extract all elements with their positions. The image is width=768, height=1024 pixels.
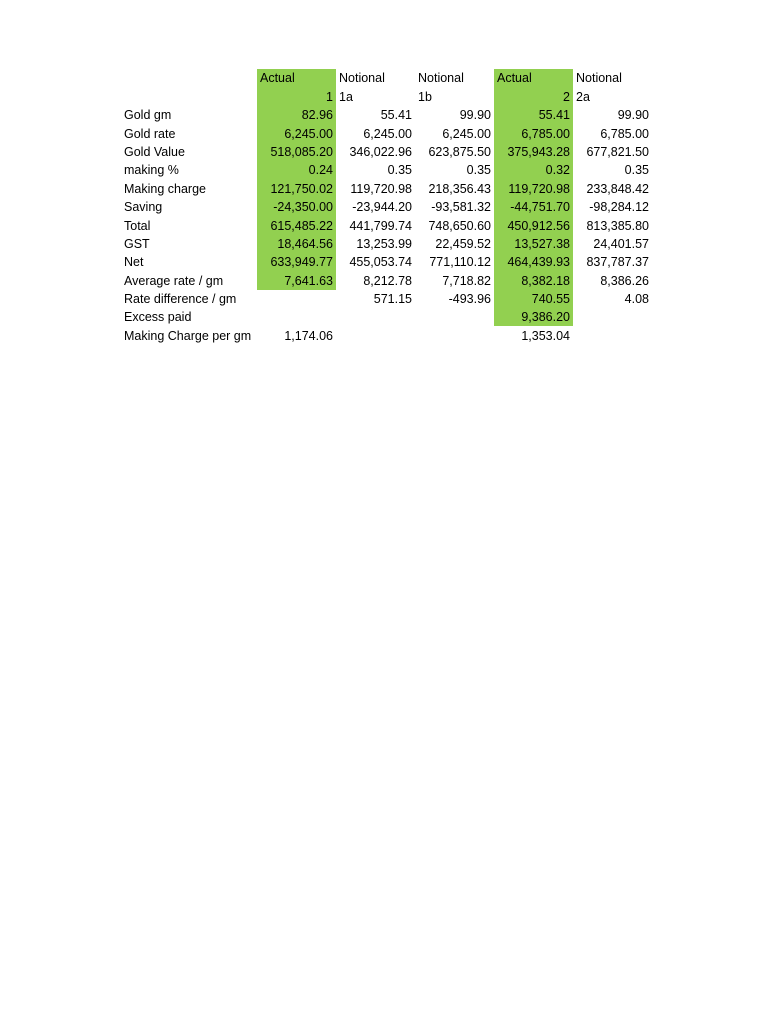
table-row bbox=[121, 179, 652, 197]
value-cell[interactable]: 6,245.00 bbox=[257, 124, 336, 142]
value-cell[interactable]: 0.35 bbox=[624, 163, 649, 178]
row-label[interactable]: Excess paid bbox=[124, 310, 192, 325]
value-cell[interactable]: 0.24 bbox=[257, 161, 336, 179]
value-cell[interactable]: 6,785.00 bbox=[600, 126, 649, 141]
table-row bbox=[121, 106, 652, 124]
value-cell[interactable]: 7,641.63 bbox=[257, 271, 336, 289]
value-cell[interactable]: 571.15 bbox=[373, 292, 412, 307]
value-cell[interactable]: 615,485.22 bbox=[257, 216, 336, 234]
value-cell[interactable]: 99.90 bbox=[617, 108, 649, 123]
value-cell[interactable]: 455,053.74 bbox=[349, 255, 412, 270]
row-label[interactable]: making % bbox=[124, 163, 179, 178]
row-label[interactable]: Total bbox=[124, 218, 151, 233]
value-cell[interactable]: 740.55 bbox=[494, 290, 573, 308]
header-cell[interactable] bbox=[121, 69, 257, 87]
value-cell[interactable]: 450,912.56 bbox=[494, 216, 573, 234]
header-row bbox=[121, 69, 652, 87]
value-cell[interactable]: 8,386.26 bbox=[600, 273, 649, 288]
table-row bbox=[121, 235, 652, 253]
table-row bbox=[121, 326, 652, 344]
row-label[interactable]: Gold Value bbox=[124, 144, 185, 159]
value-cell[interactable]: 771,110.12 bbox=[429, 255, 491, 270]
subheader-cell[interactable] bbox=[121, 87, 257, 105]
subheader-cell-1a[interactable]: 1a bbox=[339, 89, 353, 104]
table-row bbox=[121, 198, 652, 216]
table-row bbox=[121, 124, 652, 142]
value-cell[interactable]: 7,718.82 bbox=[442, 273, 491, 288]
subheader-cell-2a[interactable]: 2a bbox=[576, 89, 590, 104]
value-cell[interactable]: 518,085.20 bbox=[257, 143, 336, 161]
value-cell[interactable]: 119,720.98 bbox=[494, 179, 573, 197]
value-cell[interactable]: -493.96 bbox=[448, 292, 491, 307]
value-cell[interactable]: 0.35 bbox=[466, 163, 491, 178]
header-cell-actual-2[interactable]: Actual bbox=[494, 69, 573, 87]
value-cell[interactable]: 0.35 bbox=[387, 163, 412, 178]
value-cell[interactable]: -93,581.32 bbox=[431, 200, 491, 215]
value-cell[interactable]: 441,799.74 bbox=[349, 218, 412, 233]
value-cell[interactable]: -44,751.70 bbox=[494, 198, 573, 216]
table-row bbox=[121, 290, 652, 308]
value-cell[interactable]: 55.41 bbox=[380, 108, 412, 123]
table-row bbox=[121, 253, 652, 271]
value-cell[interactable]: -24,350.00 bbox=[257, 198, 336, 216]
value-cell[interactable]: 633,949.77 bbox=[257, 253, 336, 271]
value-cell[interactable] bbox=[257, 308, 336, 326]
value-cell[interactable]: 4.08 bbox=[624, 292, 649, 307]
value-cell[interactable]: 837,787.37 bbox=[586, 255, 649, 270]
value-cell[interactable]: 13,253.99 bbox=[356, 236, 412, 251]
value-cell[interactable] bbox=[336, 308, 415, 326]
value-cell[interactable]: 623,875.50 bbox=[428, 144, 491, 159]
row-label[interactable]: Gold gm bbox=[124, 108, 172, 123]
value-cell[interactable]: 748,650.60 bbox=[428, 218, 491, 233]
value-cell[interactable]: 8,382.18 bbox=[494, 271, 573, 289]
value-cell[interactable]: 1,353.04 bbox=[521, 328, 570, 343]
row-label[interactable]: Average rate / gm bbox=[124, 273, 224, 288]
value-cell[interactable]: 6,245.00 bbox=[442, 126, 491, 141]
header-cell-actual-1[interactable]: Actual bbox=[257, 69, 336, 87]
value-cell[interactable] bbox=[415, 326, 494, 344]
table-row bbox=[121, 161, 652, 179]
row-label[interactable]: Gold rate bbox=[124, 126, 176, 141]
value-cell[interactable]: 121,750.02 bbox=[257, 179, 336, 197]
value-cell[interactable]: 99.90 bbox=[459, 108, 491, 123]
header-cell-notional-1a[interactable]: Notional bbox=[339, 71, 385, 86]
value-cell[interactable]: 13,527.38 bbox=[494, 235, 573, 253]
spreadsheet-body bbox=[121, 69, 652, 345]
value-cell[interactable] bbox=[336, 326, 415, 344]
row-label[interactable]: Making charge bbox=[124, 181, 206, 196]
header-cell-notional-2a[interactable]: Notional bbox=[576, 71, 622, 86]
value-cell[interactable]: 6,785.00 bbox=[494, 124, 573, 142]
value-cell[interactable] bbox=[257, 290, 336, 308]
value-cell[interactable]: 218,356.43 bbox=[428, 181, 491, 196]
row-label[interactable]: Net bbox=[124, 255, 144, 270]
row-label[interactable]: Making Charge per gm bbox=[124, 328, 252, 343]
value-cell[interactable]: 55.41 bbox=[494, 106, 573, 124]
row-label[interactable]: GST bbox=[124, 236, 150, 251]
subheader-cell-1[interactable]: 1 bbox=[257, 87, 336, 105]
header-cell-notional-1b[interactable]: Notional bbox=[418, 71, 464, 86]
spreadsheet-table bbox=[121, 69, 652, 345]
value-cell[interactable] bbox=[573, 326, 652, 344]
table-row bbox=[121, 308, 652, 326]
table-row bbox=[121, 271, 652, 289]
value-cell[interactable]: 119,720.98 bbox=[350, 181, 412, 196]
value-cell[interactable]: -98,284.12 bbox=[589, 200, 649, 215]
value-cell[interactable]: 82.96 bbox=[257, 106, 336, 124]
value-cell[interactable]: 24,401.57 bbox=[593, 236, 649, 251]
value-cell[interactable]: 813,385.80 bbox=[586, 218, 649, 233]
subheader-cell-1b[interactable]: 1b bbox=[418, 89, 432, 104]
value-cell[interactable]: 9,386.20 bbox=[494, 308, 573, 326]
value-cell[interactable]: 375,943.28 bbox=[494, 143, 573, 161]
value-cell[interactable]: 1,174.06 bbox=[284, 328, 333, 343]
table-row bbox=[121, 216, 652, 234]
subheader-cell-2[interactable]: 2 bbox=[494, 87, 573, 105]
value-cell[interactable] bbox=[415, 308, 494, 326]
value-cell[interactable]: 22,459.52 bbox=[435, 236, 491, 251]
value-cell[interactable] bbox=[573, 308, 652, 326]
row-label[interactable]: Rate difference / gm bbox=[124, 292, 237, 307]
value-cell[interactable]: 233,848.42 bbox=[586, 181, 649, 196]
value-cell[interactable]: 18,464.56 bbox=[257, 235, 336, 253]
subheader-row bbox=[121, 87, 652, 105]
value-cell[interactable]: 8,212.78 bbox=[363, 273, 412, 288]
value-cell[interactable]: 0.32 bbox=[494, 161, 573, 179]
value-cell[interactable]: 6,245.00 bbox=[363, 126, 412, 141]
value-cell[interactable]: 677,821.50 bbox=[586, 144, 649, 159]
value-cell[interactable]: -23,944.20 bbox=[352, 200, 412, 215]
table-row bbox=[121, 143, 652, 161]
value-cell[interactable]: 464,439.93 bbox=[494, 253, 573, 271]
value-cell[interactable]: 346,022.96 bbox=[349, 144, 412, 159]
row-label[interactable]: Saving bbox=[124, 200, 163, 215]
